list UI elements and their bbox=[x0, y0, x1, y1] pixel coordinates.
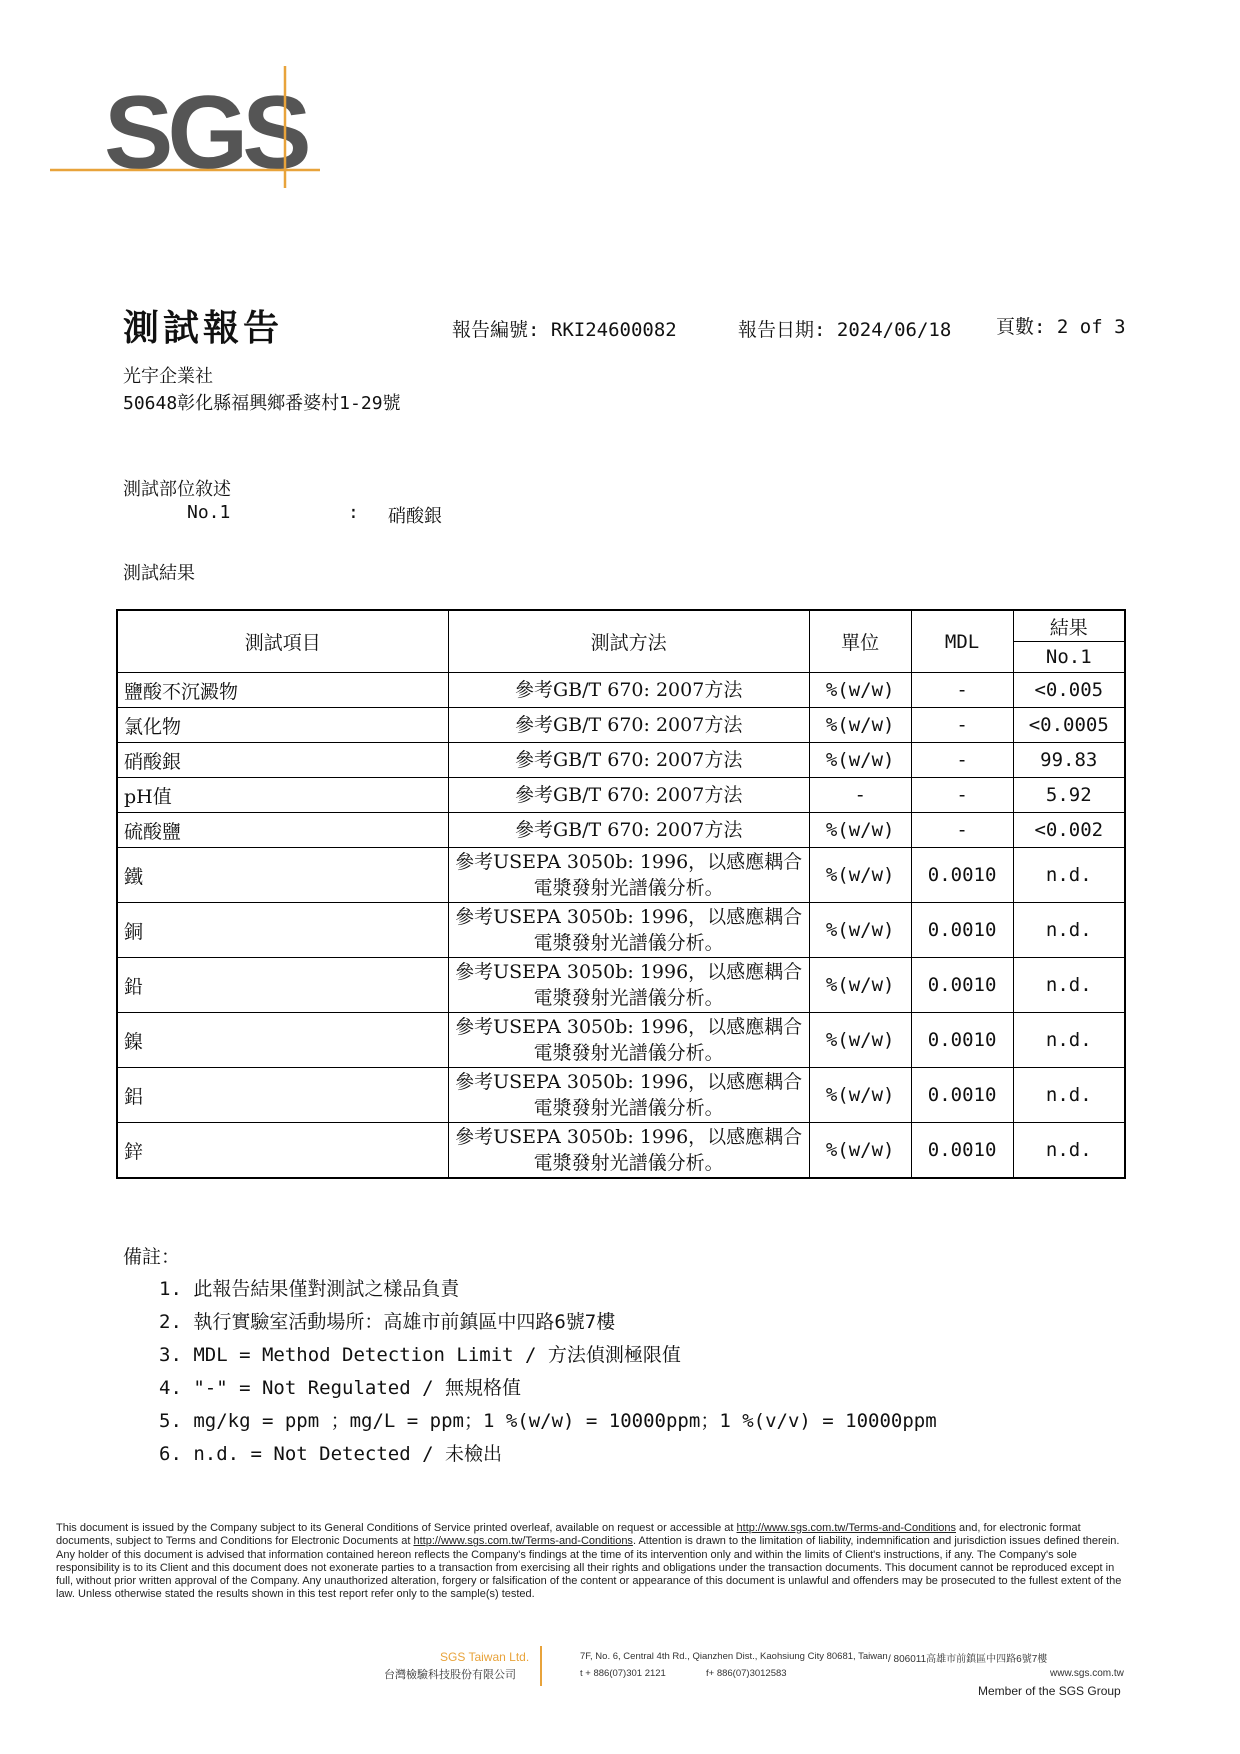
cell-unit: - bbox=[809, 778, 911, 813]
header-result: 結果 bbox=[1013, 610, 1125, 642]
cell-mdl: - bbox=[911, 743, 1013, 778]
table-row bbox=[117, 1068, 1125, 1123]
table-row bbox=[117, 778, 1125, 813]
cell-unit: %(w/w) bbox=[809, 743, 911, 778]
cell-unit: %(w/w) bbox=[809, 813, 911, 848]
cell-item: 硫酸鹽 bbox=[117, 813, 448, 848]
header-item: 測試項目 bbox=[117, 610, 448, 673]
method-line-1: 參考USEPA 3050b: 1996，以感應耦合 bbox=[455, 851, 803, 873]
footer-address-zh: / 806011高雄市前鎮區中四路6號7樓 bbox=[888, 1654, 1048, 1665]
cell-method bbox=[448, 743, 809, 778]
sgs-logo bbox=[50, 60, 320, 190]
cell-method bbox=[448, 1123, 809, 1179]
method-line-2: 電漿發射光譜儀分析。 bbox=[533, 932, 724, 954]
cell-mdl: 0.0010 bbox=[911, 958, 1013, 1013]
logo-text: SGS bbox=[104, 75, 306, 190]
cell-method bbox=[448, 813, 809, 848]
footer-member: Member of the SGS Group bbox=[978, 1684, 1121, 1698]
cell-item: 鉛 bbox=[117, 958, 448, 1013]
cell-result: <0.005 bbox=[1013, 673, 1125, 708]
cell-unit: %(w/w) bbox=[809, 958, 911, 1013]
cell-mdl: - bbox=[911, 778, 1013, 813]
method-line-2: 電漿發射光譜儀分析。 bbox=[533, 1152, 724, 1174]
sample-id: No.1 bbox=[187, 502, 231, 523]
note-item: 2. 執行實驗室活動場所：高雄市前鎮區中四路6號7樓 bbox=[159, 1311, 616, 1333]
table-row bbox=[117, 1123, 1125, 1179]
cell-unit: %(w/w) bbox=[809, 708, 911, 743]
cell-mdl: 0.0010 bbox=[911, 1013, 1013, 1068]
method-line-2: 電漿發射光譜儀分析。 bbox=[533, 1097, 724, 1119]
table-header-row bbox=[117, 610, 1125, 642]
cell-mdl: 0.0010 bbox=[911, 1123, 1013, 1179]
method-line-1: 參考GB/T 670: 2007方法 bbox=[515, 749, 743, 771]
header-unit: 單位 bbox=[809, 610, 911, 673]
cell-item: 鹽酸不沉澱物 bbox=[117, 673, 448, 708]
cell-result: n.d. bbox=[1013, 903, 1125, 958]
cell-result: n.d. bbox=[1013, 848, 1125, 903]
table-row bbox=[117, 848, 1125, 903]
cell-item: 銅 bbox=[117, 903, 448, 958]
cell-method bbox=[448, 1013, 809, 1068]
footer-company-en: SGS Taiwan Ltd. bbox=[440, 1650, 530, 1664]
method-line-2: 電漿發射光譜儀分析。 bbox=[533, 877, 724, 899]
cell-unit: %(w/w) bbox=[809, 673, 911, 708]
cell-method bbox=[448, 848, 809, 903]
cell-result: n.d. bbox=[1013, 958, 1125, 1013]
cell-item: 鋅 bbox=[117, 1123, 448, 1179]
footer-company-zh: 台灣檢驗科技股份有限公司 bbox=[384, 1669, 516, 1681]
cell-item: 鋁 bbox=[117, 1068, 448, 1123]
table-row bbox=[117, 958, 1125, 1013]
cell-item: 鎳 bbox=[117, 1013, 448, 1068]
client-name: 光宇企業社 bbox=[123, 366, 213, 387]
cell-result: n.d. bbox=[1013, 1013, 1125, 1068]
cell-mdl: 0.0010 bbox=[911, 1068, 1013, 1123]
notes-label: 備註： bbox=[123, 1246, 181, 1268]
method-line-2: 電漿發射光譜儀分析。 bbox=[533, 987, 724, 1009]
footer-address: 7F, No. 6, Central 4th Rd., Qianzhen Dist., Kaohsiung City 80681, Taiwan bbox=[580, 1651, 888, 1662]
table-row bbox=[117, 1013, 1125, 1068]
cell-unit: %(w/w) bbox=[809, 1123, 911, 1179]
cell-result: <0.002 bbox=[1013, 813, 1125, 848]
cell-result: 99.83 bbox=[1013, 743, 1125, 778]
method-line-1: 參考GB/T 670: 2007方法 bbox=[515, 714, 743, 736]
table-row bbox=[117, 743, 1125, 778]
cell-method bbox=[448, 958, 809, 1013]
method-line-1: 參考USEPA 3050b: 1996，以感應耦合 bbox=[455, 961, 803, 983]
method-line-1: 參考GB/T 670: 2007方法 bbox=[515, 679, 743, 701]
cell-method bbox=[448, 673, 809, 708]
cell-unit: %(w/w) bbox=[809, 1013, 911, 1068]
method-line-1: 參考USEPA 3050b: 1996，以感應耦合 bbox=[455, 906, 803, 928]
note-item: 6. n.d. = Not Detected / 未檢出 bbox=[159, 1443, 502, 1465]
notes-list bbox=[159, 1273, 937, 1471]
footer-fax: f+ 886(07)3012583 bbox=[706, 1668, 787, 1679]
page-number: 頁數: 2 of 3 bbox=[996, 316, 1126, 338]
table-row bbox=[117, 813, 1125, 848]
report-title: 測試報告 bbox=[123, 307, 284, 349]
cell-result: <0.0005 bbox=[1013, 708, 1125, 743]
disclaimer-text-1: This document is issued by the Company subject to its General Conditions of Service printed overleaf, available on request or accessible at bbox=[56, 1522, 737, 1534]
table-body bbox=[117, 673, 1125, 1179]
disclaimer-text-3: . Attention is drawn to the limitation of liability, indemnification and jurisdiction issues defined therein. Any holder of this document is advised that information contained hereon reflects the Company's findings at the time of its intervention only and within the limits of Client's instructions, if any. The Company's sole responsibility is to its Client and this document does not exonerate parties to a transaction from exercising all their rights and obligations under the transaction documents. This document cannot be reproduced except in full, without prior written approval of the Company. Any unauthorized alteration, forgery or falsification of the content or appearance of this document is unlawful and offenders may be prosecuted to the fullest extent of the law. Unless otherwise stated the results shown in this test report refer only to the sample(s) tested. bbox=[56, 1535, 1122, 1601]
header-method: 測試方法 bbox=[448, 610, 809, 673]
sample-name: 硝酸銀 bbox=[388, 506, 442, 527]
report-number: 報告編號: RKI24600082 bbox=[452, 319, 677, 341]
footer-website[interactable]: www.sgs.com.tw bbox=[1050, 1668, 1124, 1679]
note-item: 1. 此報告結果僅對測試之樣品負責 bbox=[159, 1278, 460, 1300]
header-mdl: MDL bbox=[911, 610, 1013, 673]
cell-result: n.d. bbox=[1013, 1123, 1125, 1179]
cell-method bbox=[448, 1068, 809, 1123]
footer-tel: t + 886(07)301 2121 bbox=[580, 1668, 666, 1679]
cell-unit: %(w/w) bbox=[809, 848, 911, 903]
table-row bbox=[117, 903, 1125, 958]
cell-result: n.d. bbox=[1013, 1068, 1125, 1123]
footer-divider bbox=[540, 1646, 542, 1686]
cell-item: 鐵 bbox=[117, 848, 448, 903]
client-address: 50648彰化縣福興鄉番婆村1-29號 bbox=[123, 393, 401, 414]
cell-mdl: - bbox=[911, 708, 1013, 743]
cell-method bbox=[448, 778, 809, 813]
method-line-1: 參考USEPA 3050b: 1996，以感應耦合 bbox=[455, 1071, 803, 1093]
cell-unit: %(w/w) bbox=[809, 1068, 911, 1123]
method-line-2: 電漿發射光譜儀分析。 bbox=[533, 1042, 724, 1064]
method-line-1: 參考GB/T 670: 2007方法 bbox=[515, 819, 743, 841]
cell-item: pH值 bbox=[117, 778, 448, 813]
cell-mdl: - bbox=[911, 813, 1013, 848]
legal-disclaimer bbox=[56, 1522, 1126, 1602]
notes bbox=[123, 1242, 937, 1471]
cell-item: 氯化物 bbox=[117, 708, 448, 743]
note-item: 4. "-" = Not Regulated / 無規格值 bbox=[159, 1377, 521, 1399]
cell-mdl: 0.0010 bbox=[911, 903, 1013, 958]
note-item: 5. mg/kg = ppm ；mg/L = ppm；1 %(w/w) = 10000ppm；1 %(v/v) = 10000ppm bbox=[159, 1410, 937, 1432]
results-label: 測試結果 bbox=[123, 563, 195, 584]
sample-section-label: 測試部位敘述 bbox=[123, 479, 231, 500]
disclaimer-text-2: and, for electronic format documents, subject to Terms and Conditions for Electronic Documents at bbox=[56, 1522, 1081, 1548]
sample-colon: : bbox=[348, 502, 359, 523]
cell-unit: %(w/w) bbox=[809, 903, 911, 958]
terms-link-1[interactable]: http://www.sgs.com.tw/Terms-and-Conditions bbox=[736, 1522, 956, 1534]
cell-result: 5.92 bbox=[1013, 778, 1125, 813]
header-sample-no: No.1 bbox=[1013, 642, 1125, 673]
report-date: 報告日期: 2024/06/18 bbox=[738, 319, 952, 341]
table-row bbox=[117, 673, 1125, 708]
note-item: 3. MDL = Method Detection Limit / 方法偵測極限值 bbox=[159, 1344, 681, 1366]
method-line-1: 參考GB/T 670: 2007方法 bbox=[515, 784, 743, 806]
cell-method bbox=[448, 708, 809, 743]
cell-mdl: 0.0010 bbox=[911, 848, 1013, 903]
cell-item: 硝酸銀 bbox=[117, 743, 448, 778]
method-line-1: 參考USEPA 3050b: 1996，以感應耦合 bbox=[455, 1126, 803, 1148]
cell-mdl: - bbox=[911, 673, 1013, 708]
method-line-1: 參考USEPA 3050b: 1996，以感應耦合 bbox=[455, 1016, 803, 1038]
terms-link-2[interactable]: http://www.sgs.com.tw/Terms-and-Conditions bbox=[413, 1535, 633, 1548]
cell-method bbox=[448, 903, 809, 958]
table-row bbox=[117, 708, 1125, 743]
results-table bbox=[116, 609, 1126, 1179]
